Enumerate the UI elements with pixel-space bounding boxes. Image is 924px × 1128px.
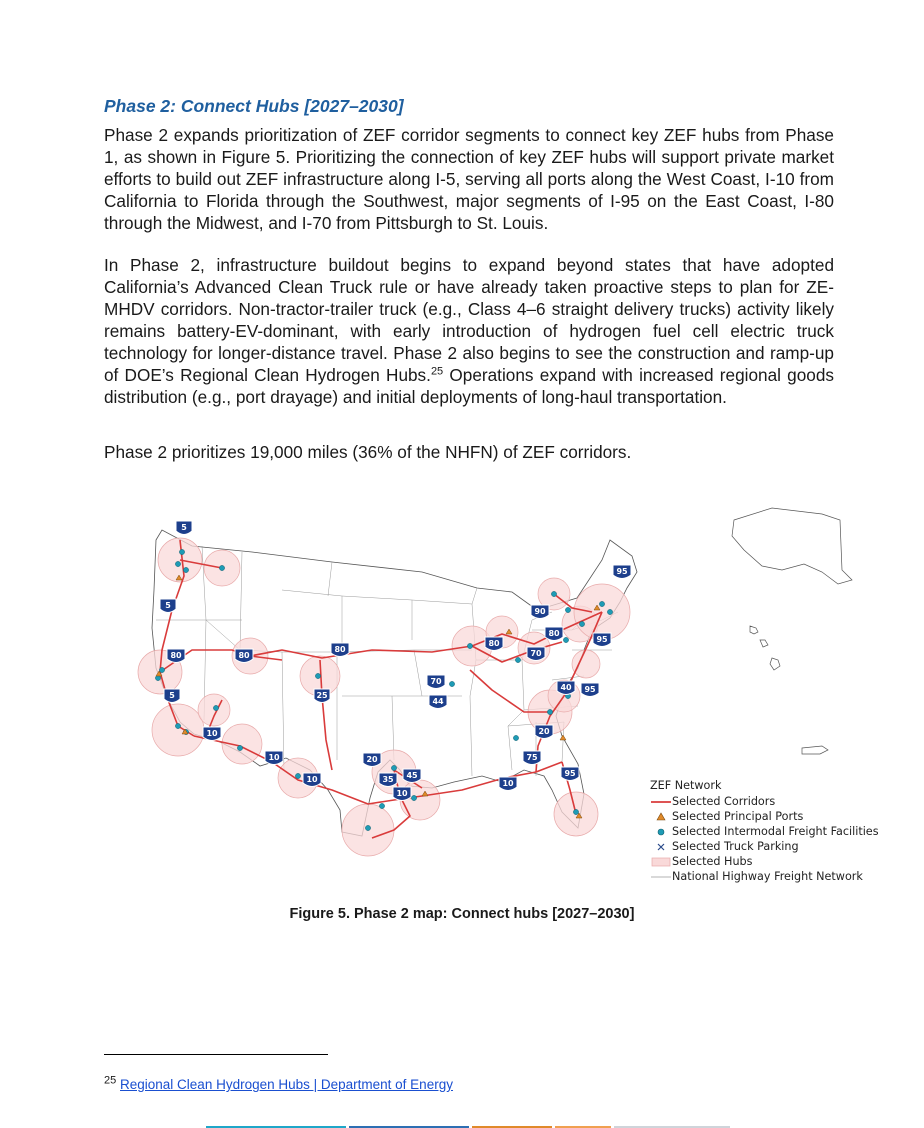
paragraph-2-text-b: Operations expand with increased regional goods distribution (e.g., port drayage) and initial deployments of long-haul transportation. [104, 365, 835, 407]
shield-label: 5 [165, 601, 171, 610]
shield-label: 10 [502, 779, 514, 788]
footnote-number: 25 [104, 1074, 117, 1087]
hawaii-outline [750, 626, 780, 670]
shield-label: 5 [169, 691, 175, 700]
legend-item-hubs [650, 854, 879, 869]
shield-label: 10 [306, 775, 318, 784]
facility-dot-icon [650, 827, 672, 837]
shield-label: 75 [526, 753, 538, 762]
legend-item-truck-parking [650, 839, 879, 854]
paragraph-1: Phase 2 expands prioritization of ZEF corridor segments to connect key ZEF hubs from Phase 1, as shown in Figure 5. Prioritizing the connection of key ZEF hubs will support private market efforts to build out ZEF infrastructure along I-5, serving all ports along the West Coast, I-10 from California to Florida through the Southwest, major segments of I-95 on the East Coast, I-80 through the Midwest, and I-70 from Pittsburgh to St. Louis. [104, 125, 834, 233]
shield-label: 5 [181, 523, 187, 532]
shield-label: 80 [548, 629, 560, 638]
shield-label: 80 [238, 651, 250, 660]
paragraph-3: Phase 2 prioritizes 19,000 miles (36% of the NHFN) of ZEF corridors. [104, 442, 632, 462]
footnote-link[interactable]: Regional Clean Hydrogen Hubs | Department of Energy [120, 1077, 453, 1092]
footnote-divider [104, 1054, 328, 1055]
shield-label: 25 [316, 691, 328, 700]
shield-label: 70 [430, 677, 442, 686]
port-triangle-icon [650, 812, 672, 821]
corridor-line-icon [650, 799, 672, 805]
shield-label: 10 [268, 753, 280, 762]
figure-caption: Figure 5. Phase 2 map: Connect hubs [2027–2030] [289, 906, 635, 922]
shield-label: 95 [564, 769, 576, 778]
paragraph-2 [104, 254, 834, 408]
shield-label: 20 [538, 727, 550, 736]
shield-label: 80 [488, 639, 500, 648]
shield-label: 90 [534, 607, 546, 616]
footnote [104, 1074, 453, 1092]
nhfn-line-icon [650, 874, 672, 880]
truck-parking-cross-icon [650, 842, 672, 852]
shield-label: 10 [396, 789, 408, 798]
section-heading: Phase 2: Connect Hubs [2027–2030] [104, 96, 404, 116]
inset-territories [732, 508, 852, 754]
shield-label: 40 [560, 683, 572, 692]
shield-label: 70 [530, 649, 542, 658]
legend-item-corridors [650, 794, 879, 809]
legend-label: Selected Truck Parking [672, 840, 799, 853]
hub-swatch-icon [650, 857, 672, 867]
shield-label: 45 [406, 771, 418, 780]
map-legend [650, 779, 879, 884]
shield-label: 95 [616, 567, 628, 576]
paragraph-2-text-a: In Phase 2, infrastructure buildout begins to expand beyond states that have adopted California’s Advanced Clean Truck rule or have already taken proactive steps to plan for ZE-MHDV corridors. Non-tractor-trailer truck (e.g., Class 4–6 straight delivery trucks) activity likely remains battery-EV-dominant, with early introduction of hydrogen fuel cell electric truck technology for longer-distance travel. Phase 2 also begins to see the construction and ramp-up of DOE’s Regional Clean Hydrogen Hubs. [104, 255, 834, 385]
puerto-rico-outline [802, 746, 828, 754]
footnote-reference[interactable]: 25 [430, 365, 444, 378]
legend-item-nhfn [650, 869, 879, 884]
shield-label: 10 [206, 729, 218, 738]
legend-label: Selected Principal Ports [672, 810, 804, 823]
legend-title: ZEF Network [650, 779, 722, 792]
legend-label: Selected Intermodal Freight Facilities [672, 825, 879, 838]
legend-item-ports [650, 809, 879, 824]
shield-label: 95 [596, 635, 608, 644]
legend-label: Selected Hubs [672, 855, 753, 868]
legend-label: Selected Corridors [672, 795, 776, 808]
shield-label: 95 [584, 685, 596, 694]
shield-label: 20 [366, 755, 378, 764]
shield-label: 44 [432, 697, 444, 706]
legend-item-facilities [650, 824, 879, 839]
shield-label: 80 [334, 645, 346, 654]
shield-label: 80 [170, 651, 182, 660]
shield-label: 35 [382, 775, 394, 784]
legend-label: National Highway Freight Network [672, 870, 863, 883]
alaska-outline [732, 508, 852, 584]
